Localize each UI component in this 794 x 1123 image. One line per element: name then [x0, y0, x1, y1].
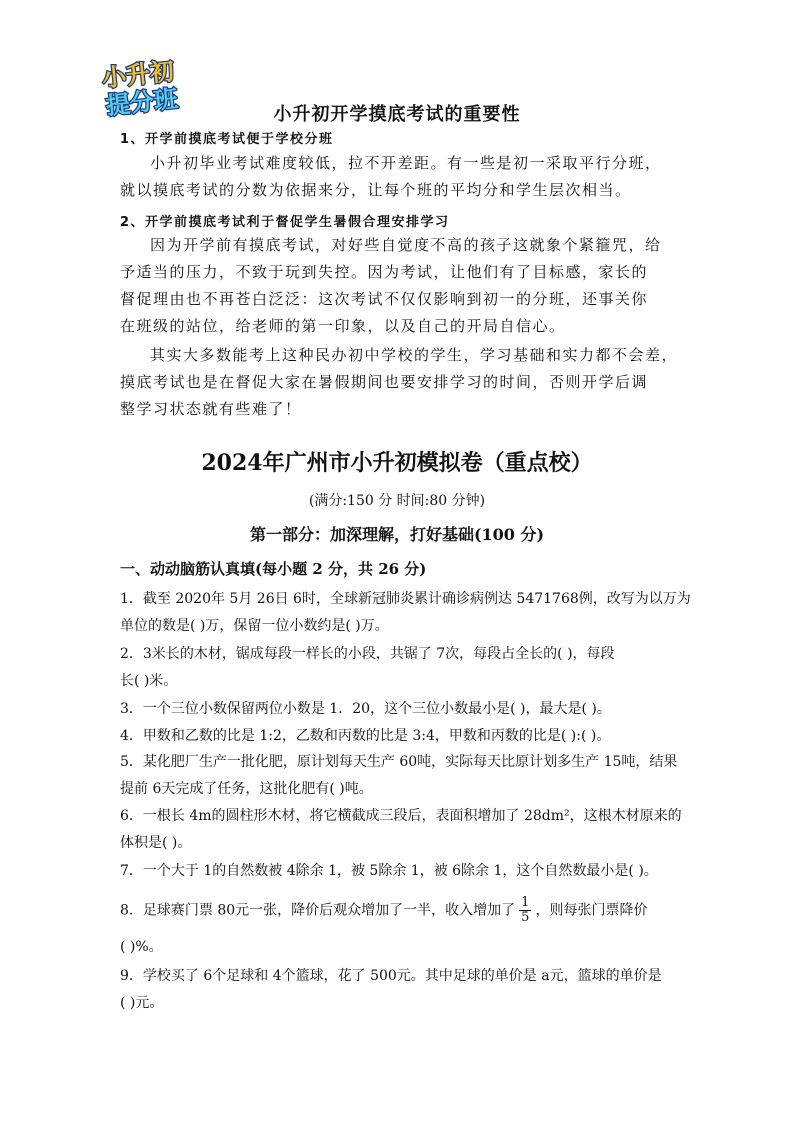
question-6: 6．一根长 4m的圆柱形木材，将它横截成三段后，表面积增加了 28dm²，这根木材原来的 体积是( )。 [120, 808, 682, 851]
fraction-one-fifth: $\frac{1}{5}$ [521, 895, 530, 925]
question-4: 4．甲数和乙数的比是 1:2，乙数和丙数的比是 3:4，甲数和丙数的比是( ):( )。 [120, 728, 611, 744]
intro-subheading-2: 2、开学前摸底考试利于督促学生暑假合理安排学习 [120, 215, 450, 230]
section-heading: 一、动动脑筋认真填(每小题 2 分，共 26 分) [120, 560, 427, 578]
svg-text:小升初: 小升初 [100, 57, 176, 93]
question-5: 5．某化肥厂生产一批化肥，原计划每天生产 60吨，实际每天比原计划多生产 15吨，结果 提前 6天完成了任务，这批化肥有( )吨。 [120, 754, 678, 797]
question-8-answer-line: ( )%。 [120, 939, 163, 955]
question-9: 9．学校买了 6个足球和 4个篮球，花了 500元。其中足球的单价是 a元，篮球的单价是 ( )元。 [120, 968, 662, 1011]
question-2: 2．3米长的木材，锯成每段一样长的小段，共锯了 7次，每段占全长的( )，每段 长( )米。 [120, 646, 615, 689]
exam-title: 2024年广州市小升初模拟卷（重点校） [201, 450, 593, 476]
part-heading: 第一部分：加深理解，打好基础(100 分) [249, 525, 545, 544]
question-1: 1．截至 2020年 5月 26日 6时，全球新冠肺炎累计确诊病例达 5471768例，改写为以万为 单位的数是( )万，保留一位小数约是( )万。 [120, 591, 691, 634]
exam-meta: (满分:150 分 时间:80 分钟) [308, 493, 486, 509]
question-3: 3．一个三位小数保留两位小数是 1．20，这个三位小数最小是( )，最大是( )。 [120, 701, 611, 717]
question-7: 7．一个大于 1的自然数被 4除余 1，被 5除余 1，被 6除余 1，这个自然数最小是( )。 [120, 863, 658, 879]
svg-text:提分班: 提分班 [104, 84, 180, 118]
question-8: 8．足球赛门票 80元一张，降价后观众增加了一半，收入增加了 $\frac{1}{5}$ ，则每张门票降价 [120, 895, 648, 925]
intro-paragraph-1: 小升初毕业考试难度较低，拉不开差距。有一些是初一采取平行分班， 就以摸底考试的分数为依据来分，让每个班的平均分和学生层次相当。 [120, 154, 662, 199]
intro-paragraph-3: 其实大多数能考上这种民办初中学校的学生，学习基础和实力都不会差， 摸底考试也是在督促大家在暑假期间也要安排学习的时间，否则开学后调 整学习状态就有些难了！ [120, 346, 679, 418]
intro-paragraph-2: 因为开学前有摸底考试，对好些自觉度不高的孩子这就象个紧箍咒，给 予适当的压力，不致于玩到失控。因为考试，让他们有了目标感，家长的 督促理由也不再苍白泛泛：这次考试不仅仅影响到初一的分班，还事关你 在班级的站位，给老师的第一印象，以及自己的开局自信心。 [120, 236, 662, 335]
intro-title: 小升初开学摸底考试的重要性 [273, 104, 521, 125]
intro-subheading-1: 1、开学前摸底考试便于学校分班 [120, 132, 334, 147]
